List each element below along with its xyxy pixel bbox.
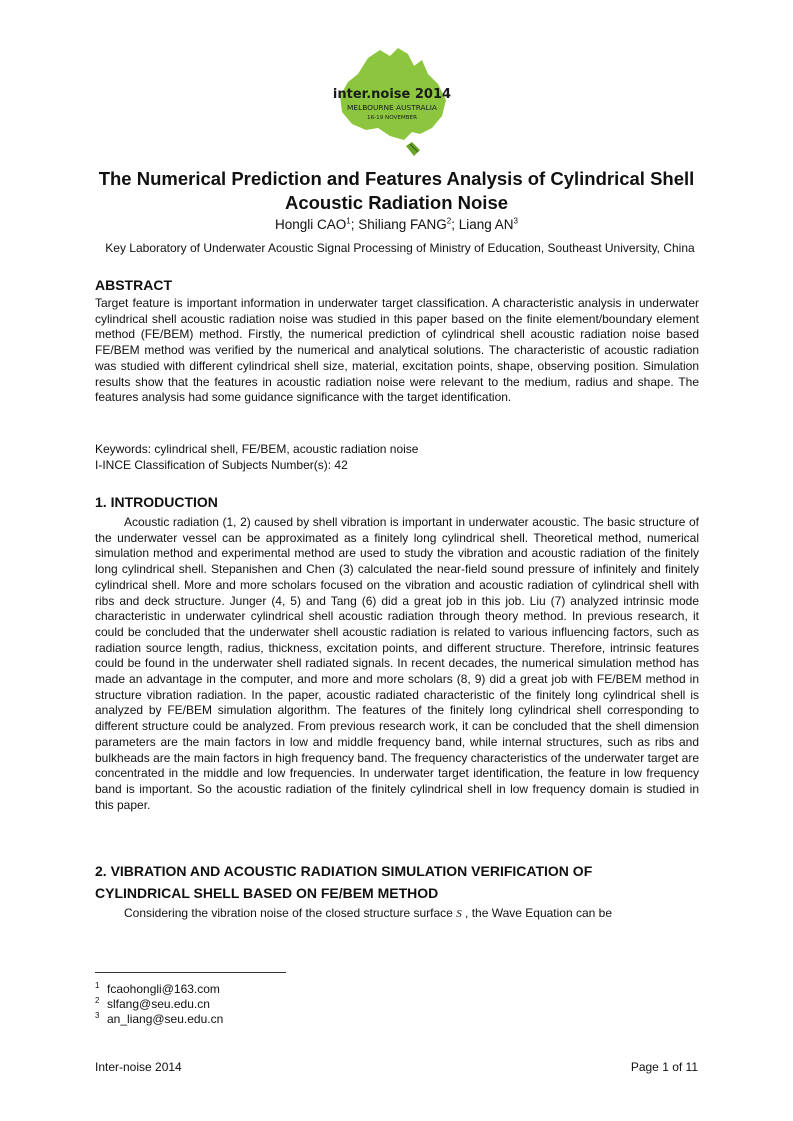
footnote-divider [95, 972, 286, 973]
abstract-heading: ABSTRACT [95, 277, 172, 293]
footnote-email: an_liang@seu.edu.cn [107, 1012, 224, 1026]
author-separator: ; [451, 217, 459, 232]
footnote [95, 1012, 223, 1027]
footnote-number: 1 [95, 981, 100, 990]
introduction-heading: 1. INTRODUCTION [95, 494, 218, 510]
paper-title-line2: Acoustic Radiation Noise [284, 192, 509, 213]
author-separator: ; [350, 217, 359, 232]
footer-conference: Inter-noise 2014 [95, 1060, 182, 1074]
footnote [95, 982, 220, 997]
affiliation: Key Laboratory of Underwater Acoustic Signal Processing of Ministry of Education, Southeast University, China [105, 241, 695, 255]
logo-line2: MELBOURNE AUSTRALIA [347, 103, 437, 112]
footer-page-number: Page 1 of 11 [630, 1060, 698, 1074]
author-affil-marker: 1 [346, 216, 351, 226]
section2-heading-line2: CYLINDRICAL SHELL BASED ON FE/BEM METHOD [95, 885, 439, 901]
logo-line3: 16-19 NOVEMBER [367, 115, 417, 121]
classification: I-INCE Classification of Subjects Number(s): 42 [95, 458, 348, 472]
footnote-email: slfang@seu.edu.cn [107, 997, 210, 1011]
author-affil-marker: 3 [513, 216, 518, 226]
footnote-number: 2 [95, 996, 100, 1005]
australia-map-icon [328, 44, 456, 162]
introduction-text: Acoustic radiation (1, 2) caused by shell vibration is important in underwater acoustic. The basic structure of the underwater vessel can be approximated as a finitely long cylindrical shell. Theoretical method, numerical simulation method and experimental method are used to study the vibration and acoustic radiation of the finitely long cylindrical shell. Stepanishen and Chen (3) calculated the near-field sound pressure of infinitely and finitely cylindrical shell. More and more scholars focused on the vibration and acoustic radiation of cylindrical shell with ribs and deck structure. Junger (4, 5) and Tang (6) did a great job in this job. Liu (7) analyzed intrinsic mode characteristic in underwater cylindrical shell acoustic radiation through theory method. In previous research, it could be concluded that the underwater shell acoustic radiation is related to various influencing factors, such as radiation source length, radius, thickness, excitation points, and different structure. Therefore, intrinsic features could be found in the underwater shell radiated signals. In recent decades, the numerical simulation method has made an advantage in the computer, and more and more scholars (8, 9) did a great job with FE/BEM method in structure vibration radiation. In the paper, acoustic radiated characteristic of the finitely long cylindrical shell is analyzed by FE/BEM simulation algorithm. The features of the finitely long cylindrical shell corresponding to different structure could be analyzed. From previous research work, it can be concluded that the shell dimension parameters are the main factors in low and middle frequency band, while internal structures, such as ribs and bulkheads are the main factors in high frequency band. The frequency characteristics of the underwater target are concentrated in the middle and low frequencies. In underwater target identification, the feature in low frequency band is important. So the acoustic radiation of the finitely cylindrical shell in low frequency domain is studied in this paper. [95, 515, 699, 812]
keywords: Keywords: cylindrical shell, FE/BEM, acoustic radiation noise [95, 442, 419, 456]
surface-symbol: S [456, 908, 462, 920]
section2-text-end: , the Wave Equation can be [461, 906, 613, 920]
author-name: Liang AN [458, 217, 514, 232]
footnote-email: fcaohongli@163.com [107, 982, 220, 996]
conference-logo [328, 44, 456, 162]
section2-text [95, 906, 699, 923]
logo-line1: inter.noise 2014 [332, 87, 452, 102]
section2-heading-line1: 2. VIBRATION AND ACOUSTIC RADIATION SIMULATION VERIFICATION OF [95, 863, 593, 879]
section2-text-start: Considering the vibration noise of the closed structure surface [124, 906, 457, 920]
author-name: Hongli CAO [274, 217, 347, 232]
paper-title-line1: The Numerical Prediction and Features Analysis of Cylindrical Shell [98, 168, 695, 189]
author-affil-marker: 2 [446, 216, 452, 226]
author-name: Shiliang FANG [358, 217, 447, 232]
footnote-number: 3 [95, 1011, 100, 1020]
author-list [60, 216, 733, 234]
abstract-text: Target feature is important information in underwater target classification. A characteristic analysis in underwater cylindrical shell acoustic radiation noise was studied in this paper based on the finite element/boundary element method (FE/BEM) method. Firstly, the numerical prediction of cylindrical shell acoustic radiation noise based FE/BEM method was verified by the numerical and analytical solutions. The characteristic of acoustic radiation was studied with different cylindrical shell size, material, excitation points, shape, observing position. Simulation results show that the features in acoustic radiation noise were relevant to the medium, radius and shape. The features analysis had some guidance significance with the target identification. [95, 296, 699, 405]
footnote [95, 997, 210, 1012]
